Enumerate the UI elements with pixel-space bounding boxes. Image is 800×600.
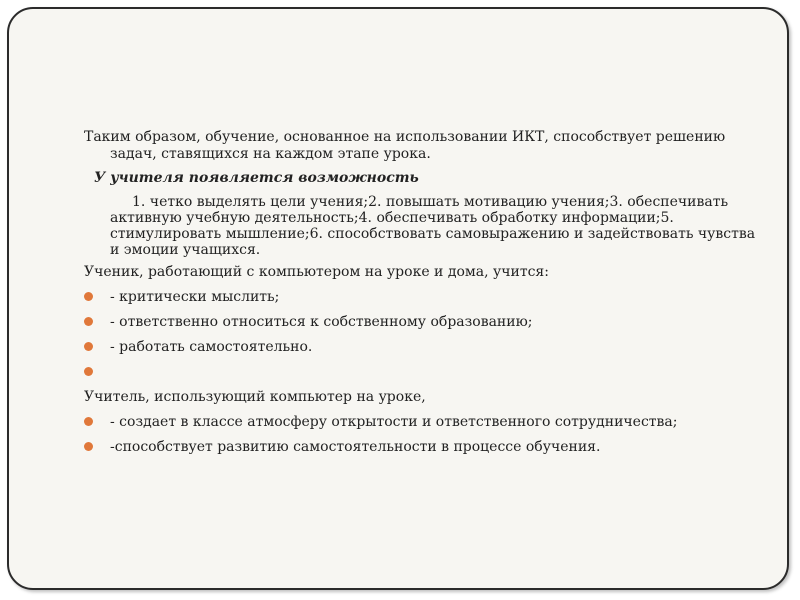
- bullet-icon: [84, 317, 93, 326]
- list-item: [84, 414, 764, 431]
- list-item: [84, 289, 764, 306]
- bullet-icon: [84, 367, 93, 376]
- list-item-text: -способствует развитию самостоятельности в процессе обучения.: [110, 439, 601, 455]
- list-item: [84, 364, 764, 381]
- bullet-icon: [84, 292, 93, 301]
- teacher-opportunity-heading: У учителя появляется возможность: [94, 170, 419, 186]
- list-item: [84, 314, 764, 331]
- student-skills-list: [84, 289, 764, 381]
- bullet-icon: [84, 442, 93, 451]
- list-item-text: - ответственно относиться к собственному образованию;: [110, 314, 533, 330]
- list-item: [84, 439, 764, 456]
- numbered-goals-paragraph: 1. четко выделять цели учения;2. повышать мотивацию учения;3. обеспечивать активную учебную деятельность;4. обеспечивать обработку информации;5. стимулировать мышление;6. способствовать самовыражению и задействовать чувства и эмоции учащихся.: [110, 194, 756, 258]
- list-item-text: - создает в классе атмосферу открытости и ответственного сотрудничества;: [110, 414, 678, 430]
- teacher-actions-list: [84, 414, 764, 456]
- list-item: [84, 339, 764, 356]
- teacher-computer-heading: Учитель, использующий компьютер на уроке,: [84, 389, 426, 405]
- bullet-icon: [84, 417, 93, 426]
- intro-paragraph: Таким образом, обучение, основанное на использовании ИКТ, способствует решению задач, ставящихся на каждом этапе урока.: [84, 129, 726, 162]
- list-item-text: - критически мыслить;: [110, 289, 280, 305]
- slide-content: [84, 129, 764, 464]
- student-heading: Ученик, работающий с компьютером на уроке и дома, учится:: [84, 264, 549, 280]
- bullet-icon: [84, 342, 93, 351]
- list-item-text: - работать самостоятельно.: [110, 339, 313, 355]
